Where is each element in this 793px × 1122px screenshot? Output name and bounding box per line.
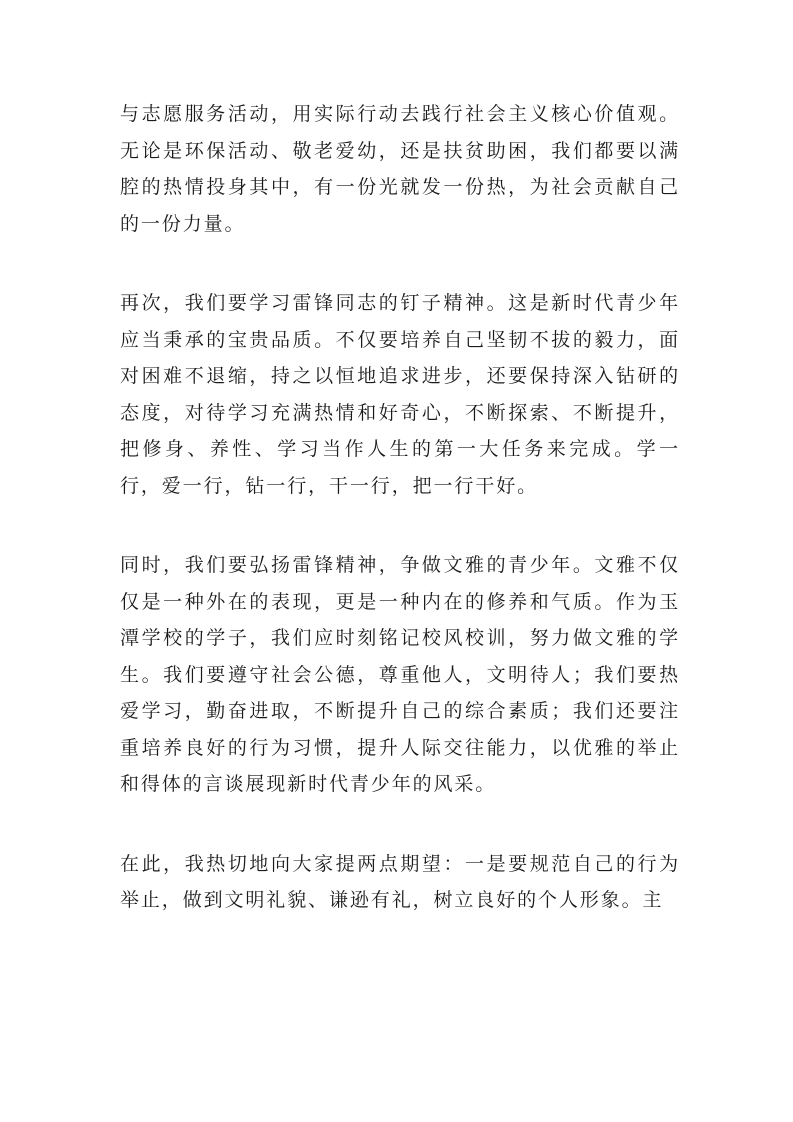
document-body bbox=[120, 96, 680, 919]
paragraph-refined-youth: 同时，我们要弘扬雷锋精神，争做文雅的青少年。文雅不仅仅是一种外在的表现，更是一种内在的修养和气质。作为玉潭学校的学子，我们应时刻铭记校风校训，努力做文雅的学生。我们要遵守社会公德，尊重他人，文明待人；我们要热爱学习，勤奋进取，不断提升自己的综合素质；我们还要注重培养良好的行为习惯，提升人际交往能力，以优雅的举止和得体的言谈展现新时代青少年的风采。 bbox=[120, 554, 680, 795]
paragraph-nail-spirit: 再次，我们要学习雷锋同志的钉子精神。这是新时代青少年应当秉承的宝贵品质。不仅要培养自己坚韧不拔的毅力，面对困难不退缩，持之以恒地追求进步，还要保持深入钻研的态度，对待学习充满热情和好奇心，不断探索、不断提升，把修身、养性、学习当作人生的第一大任务来完成。学一行，爱一行，钻一行，干一行，把一行干好。 bbox=[120, 292, 680, 497]
paragraph-spacer bbox=[120, 242, 680, 285]
paragraph-spacer bbox=[120, 504, 680, 547]
paragraph-spacer bbox=[120, 803, 680, 846]
paragraph-expectations: 在此，我热切地向大家提两点期望：一是要规范自己的行为举止，做到文明礼貌、谦逊有礼，树立良好的个人形象。主 bbox=[120, 852, 680, 911]
paragraph-volunteer-service: 与志愿服务活动，用实际行动去践行社会主义核心价值观。无论是环保活动、敬老爱幼，还是扶贫助困，我们都要以满腔的热情投身其中，有一份光就发一份热，为社会贡献自己的一份力量。 bbox=[120, 103, 680, 235]
